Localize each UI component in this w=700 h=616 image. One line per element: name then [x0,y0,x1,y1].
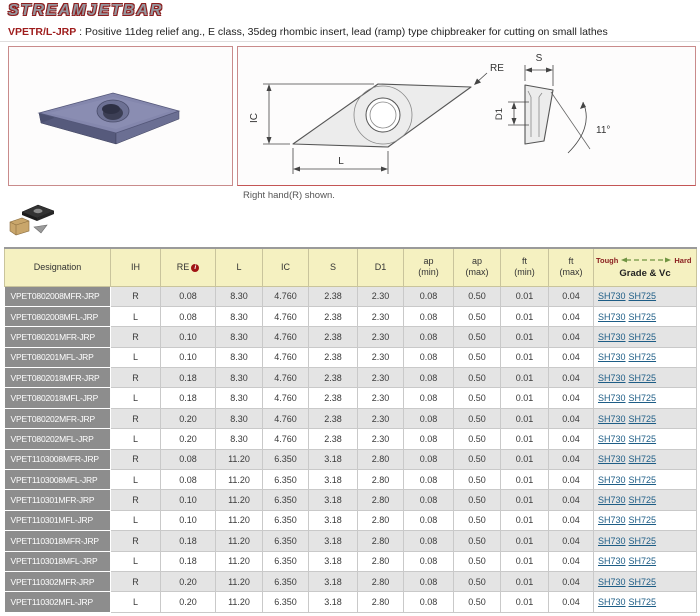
grade-link-sh730[interactable]: SH730 [598,495,626,506]
dimension-diagram-panel [237,46,696,186]
re-cell: 0.08 [161,306,216,326]
diagram-label-re: RE [490,63,504,74]
dimension-diagram [238,47,695,185]
grade-cell [594,327,697,347]
d1-cell: 2.30 [358,347,404,367]
grade-link-sh730[interactable]: SH730 [598,515,626,526]
s-cell: 2.38 [309,388,358,408]
product-thumbnails [8,202,60,247]
table-row [5,408,697,428]
ap-min-cell: 0.08 [404,327,454,347]
table-row [5,306,697,326]
ap-max-cell: 0.50 [454,571,501,591]
ft-min-cell: 0.01 [501,470,549,490]
re-cell: 0.08 [161,286,216,306]
ic-cell: 4.760 [263,429,309,449]
grade-link-sh725[interactable]: SH725 [628,393,657,404]
grade-cell [594,408,697,428]
ic-cell: 6.350 [263,551,309,571]
grade-link-sh730[interactable]: SH730 [598,576,626,587]
ap-max-cell: 0.50 [454,286,501,306]
ap-max-cell: 0.50 [454,531,501,551]
ih-cell: R [111,327,161,347]
s-cell: 3.18 [309,490,358,510]
diagram-label-l: L [338,156,344,167]
ap-max-cell: 0.50 [454,510,501,530]
ap-max-cell: 0.50 [454,592,501,612]
ft-max-cell: 0.04 [549,510,594,530]
ft-min-cell: 0.01 [501,571,549,591]
ap-min-cell: 0.08 [404,551,454,571]
table-row [5,571,697,591]
ic-cell: 4.760 [263,286,309,306]
d1-cell: 2.30 [358,388,404,408]
designation-cell: VPET1103008MFR-JRP [5,449,111,469]
grade-link-sh730[interactable]: SH730 [598,454,626,465]
re-cell: 0.18 [161,388,216,408]
ft-max-cell: 0.04 [549,490,594,510]
l-cell: 8.30 [216,388,263,408]
table-row [5,510,697,530]
l-cell: 11.20 [216,531,263,551]
box-thumb-icon [10,218,29,235]
s-cell: 3.18 [309,449,358,469]
col-header-ft-max: ft (max) [549,248,594,286]
col-header-re-label: RE [176,262,190,273]
col-header-ap-min: ap (min) [404,248,454,286]
l-cell: 11.20 [216,551,263,571]
designation-cell: VPET0802018MFR-JRP [5,368,111,388]
s-cell: 2.38 [309,408,358,428]
ic-cell: 6.350 [263,490,309,510]
designation-cell: VPET110301MFR-JRP [5,490,111,510]
series-description-line [8,26,608,38]
ap-min-cell: 0.08 [404,347,454,367]
grade-link-sh725[interactable]: SH725 [628,291,657,302]
ih-cell: L [111,510,161,530]
s-cell: 2.38 [309,286,358,306]
grade-link-sh725[interactable]: SH725 [628,495,657,506]
grade-link-sh730[interactable]: SH730 [598,413,626,424]
col-header-ap-max: ap (max) [454,248,501,286]
d1-cell: 2.80 [358,490,404,510]
grade-cell [594,470,697,490]
grade-link-sh730[interactable]: SH730 [598,535,626,546]
l-cell: 11.20 [216,592,263,612]
ih-cell: L [111,551,161,571]
ap-min-cell: 0.08 [404,470,454,490]
insert-photo-panel [8,46,233,186]
grade-link-sh725[interactable]: SH725 [628,433,657,444]
ft-max-cell: 0.04 [549,571,594,591]
d1-cell: 2.30 [358,306,404,326]
re-cell: 0.20 [161,408,216,428]
grade-link-sh730[interactable]: SH730 [598,393,626,404]
designation-cell: VPET0802018MFL-JRP [5,388,111,408]
ih-cell: R [111,408,161,428]
l-cell: 8.30 [216,286,263,306]
ap-min-cell: 0.08 [404,286,454,306]
ap-min-cell: 0.08 [404,449,454,469]
grade-link-sh725[interactable]: SH725 [628,372,657,383]
designation-cell: VPET1103018MFR-JRP [5,531,111,551]
ic-cell: 6.350 [263,571,309,591]
grade-cell [594,571,697,591]
table-header-row [5,248,697,286]
table-row [5,368,697,388]
re-cell: 0.10 [161,327,216,347]
grade-cell [594,449,697,469]
grade-link-sh725[interactable]: SH725 [628,413,657,424]
ft-min-cell: 0.01 [501,347,549,367]
tough-hard-arrow-icon [621,256,671,264]
grade-link-sh730[interactable]: SH730 [598,433,626,444]
grade-link-sh730[interactable]: SH730 [598,291,626,302]
ap-min-cell: 0.08 [404,490,454,510]
ih-cell: R [111,286,161,306]
ft-min-cell: 0.01 [501,551,549,571]
grade-link-sh730[interactable]: SH730 [598,352,626,363]
s-cell: 3.18 [309,551,358,571]
designation-cell: VPET080202MFL-JRP [5,429,111,449]
ic-cell: 6.350 [263,510,309,530]
col-header-ih: IH [111,248,161,286]
d1-cell: 2.30 [358,368,404,388]
ft-min-cell: 0.01 [501,306,549,326]
table-row [5,388,697,408]
col-header-ft-min: ft (min) [501,248,549,286]
s-cell: 2.38 [309,306,358,326]
l-cell: 11.20 [216,449,263,469]
re-cell: 0.18 [161,551,216,571]
ih-cell: L [111,429,161,449]
re-cell: 0.10 [161,490,216,510]
ic-cell: 4.760 [263,408,309,428]
ft-max-cell: 0.04 [549,408,594,428]
figure-caption: Right hand(R) shown. [243,190,335,201]
grade-cell [594,592,697,612]
ft-min-cell: 0.01 [501,388,549,408]
d1-cell: 2.80 [358,470,404,490]
designation-cell: VPET110302MFL-JRP [5,592,111,612]
ft-min-cell: 0.01 [501,449,549,469]
ft-min-cell: 0.01 [501,510,549,530]
designation-cell: VPET0802008MFR-JRP [5,286,111,306]
grade-link-sh725[interactable]: SH725 [628,331,657,342]
series-code: VPETR/L-JRP [8,26,77,38]
grade-vc-label: Grade & Vc [619,267,671,279]
l-cell: 8.30 [216,347,263,367]
ap-min-cell: 0.08 [404,368,454,388]
ft-min-cell: 0.01 [501,286,549,306]
l-cell: 11.20 [216,470,263,490]
ft-min-cell: 0.01 [501,368,549,388]
d1-cell: 2.30 [358,327,404,347]
ap-min-cell: 0.08 [404,571,454,591]
ih-cell: L [111,347,161,367]
grade-cell [594,347,697,367]
grade-cell [594,510,697,530]
ft-max-cell: 0.04 [549,429,594,449]
designation-cell: VPET1103018MFL-JRP [5,551,111,571]
ap-max-cell: 0.50 [454,408,501,428]
designation-cell: VPET110302MFR-JRP [5,571,111,591]
s-cell: 3.18 [309,531,358,551]
re-cell: 0.18 [161,531,216,551]
s-cell: 3.18 [309,592,358,612]
d1-cell: 2.30 [358,429,404,449]
d1-cell: 2.30 [358,408,404,428]
ft-min-cell: 0.01 [501,490,549,510]
designation-cell: VPET080202MFR-JRP [5,408,111,428]
divider-line [0,41,700,42]
designation-cell: VPET0802008MFL-JRP [5,306,111,326]
ft-max-cell: 0.04 [549,327,594,347]
re-cell: 0.20 [161,429,216,449]
col-header-d1: D1 [358,248,404,286]
grade-cell [594,551,697,571]
col-header-s: S [309,248,358,286]
ft-min-cell: 0.01 [501,408,549,428]
table-row [5,592,697,612]
ap-max-cell: 0.50 [454,306,501,326]
ft-max-cell: 0.04 [549,388,594,408]
grade-cell [594,429,697,449]
ft-max-cell: 0.04 [549,531,594,551]
d1-cell: 2.30 [358,286,404,306]
l-cell: 8.30 [216,408,263,428]
col-header-re [161,248,216,286]
ap-max-cell: 0.50 [454,551,501,571]
l-cell: 11.20 [216,510,263,530]
ih-cell: R [111,531,161,551]
d1-cell: 2.80 [358,571,404,591]
ic-cell: 6.350 [263,531,309,551]
grade-link-sh725[interactable]: SH725 [628,311,657,322]
grade-link-sh725[interactable]: SH725 [628,535,657,546]
re-cell: 0.20 [161,571,216,591]
designation-cell: VPET1103008MFL-JRP [5,470,111,490]
ap-min-cell: 0.08 [404,531,454,551]
ap-min-cell: 0.08 [404,388,454,408]
tough-label: Tough [596,255,619,265]
ft-max-cell: 0.04 [549,592,594,612]
d1-cell: 2.80 [358,531,404,551]
grade-cell [594,368,697,388]
spec-table [4,247,697,613]
ap-max-cell: 0.50 [454,490,501,510]
col-header-designation: Designation [5,248,111,286]
ft-max-cell: 0.04 [549,306,594,326]
triangle-thumb-icon [34,225,47,233]
d1-cell: 2.80 [358,449,404,469]
l-cell: 8.30 [216,368,263,388]
grade-link-sh725[interactable]: SH725 [628,352,657,363]
d1-cell: 2.80 [358,510,404,530]
re-cell: 0.10 [161,510,216,530]
ap-max-cell: 0.50 [454,449,501,469]
grade-cell [594,286,697,306]
designation-cell: VPET110301MFL-JRP [5,510,111,530]
ft-max-cell: 0.04 [549,470,594,490]
grade-link-sh730[interactable]: SH730 [598,372,626,383]
s-cell: 2.38 [309,368,358,388]
table-row [5,429,697,449]
ic-cell: 4.760 [263,388,309,408]
re-cell: 0.18 [161,368,216,388]
table-row [5,286,697,306]
ih-cell: R [111,571,161,591]
table-row [5,531,697,551]
l-cell: 11.20 [216,490,263,510]
insert-3d-image [9,47,232,185]
grade-link-sh725[interactable]: SH725 [628,515,657,526]
ap-min-cell: 0.08 [404,306,454,326]
grade-link-sh725[interactable]: SH725 [628,597,657,608]
brand-logo: STREAMJETBAR [8,2,164,19]
re-cell: 0.10 [161,347,216,367]
ft-max-cell: 0.04 [549,449,594,469]
ih-cell: R [111,368,161,388]
info-icon[interactable]: i [191,264,199,272]
col-header-ic: IC [263,248,309,286]
ic-cell: 4.760 [263,306,309,326]
table-row [5,551,697,571]
insert-thumbnails-image [8,202,60,242]
grade-link-sh730[interactable]: SH730 [598,331,626,342]
ic-cell: 6.350 [263,592,309,612]
designation-cell: VPET080201MFL-JRP [5,347,111,367]
l-cell: 11.20 [216,571,263,591]
grade-link-sh730[interactable]: SH730 [598,311,626,322]
grade-cell [594,531,697,551]
s-cell: 3.18 [309,470,358,490]
ap-max-cell: 0.50 [454,347,501,367]
grade-cell [594,388,697,408]
grade-cell [594,306,697,326]
ap-max-cell: 0.50 [454,368,501,388]
diagram-label-s: S [535,53,543,64]
re-cell: 0.08 [161,470,216,490]
ft-max-cell: 0.04 [549,347,594,367]
re-cell: 0.20 [161,592,216,612]
ft-min-cell: 0.01 [501,592,549,612]
ft-min-cell: 0.01 [501,429,549,449]
col-header-l: L [216,248,263,286]
s-cell: 2.38 [309,347,358,367]
ap-min-cell: 0.08 [404,510,454,530]
table-row [5,490,697,510]
grade-link-sh725[interactable]: SH725 [628,556,657,567]
s-cell: 2.38 [309,327,358,347]
grade-link-sh725[interactable]: SH725 [628,474,657,485]
ft-max-cell: 0.04 [549,286,594,306]
re-cell: 0.08 [161,449,216,469]
col-header-grade [594,248,697,286]
ih-cell: L [111,388,161,408]
table-row [5,347,697,367]
ap-max-cell: 0.50 [454,388,501,408]
ic-cell: 4.760 [263,347,309,367]
l-cell: 8.30 [216,327,263,347]
ih-cell: L [111,306,161,326]
grade-link-sh725[interactable]: SH725 [628,454,657,465]
grade-link-sh730[interactable]: SH730 [598,597,626,608]
grade-link-sh730[interactable]: SH730 [598,556,626,567]
s-cell: 3.18 [309,571,358,591]
ap-max-cell: 0.50 [454,470,501,490]
l-cell: 8.30 [216,306,263,326]
ic-cell: 4.760 [263,368,309,388]
ft-min-cell: 0.01 [501,327,549,347]
ap-min-cell: 0.08 [404,408,454,428]
l-cell: 8.30 [216,429,263,449]
ap-min-cell: 0.08 [404,592,454,612]
ih-cell: R [111,490,161,510]
tough-hard-scale [596,256,694,265]
series-description-text: : Positive 11deg relief ang., E class, 35deg rhombic insert, lead (ramp) type chipbreaker for cutting on small lathes [76,26,608,38]
ih-cell: R [111,449,161,469]
diagram-label-ic: IC [249,113,260,123]
diagram-label-d1: D1 [494,107,505,121]
hard-label: Hard [674,255,692,265]
ft-min-cell: 0.01 [501,531,549,551]
grade-link-sh730[interactable]: SH730 [598,474,626,485]
ih-cell: L [111,470,161,490]
designation-cell: VPET080201MFR-JRP [5,327,111,347]
ic-cell: 6.350 [263,470,309,490]
ic-cell: 4.760 [263,327,309,347]
table-row [5,327,697,347]
ih-cell: L [111,592,161,612]
ap-max-cell: 0.50 [454,429,501,449]
d1-cell: 2.80 [358,592,404,612]
ft-max-cell: 0.04 [549,551,594,571]
s-cell: 3.18 [309,510,358,530]
ic-cell: 6.350 [263,449,309,469]
diagram-label-angle: 11° [596,125,611,136]
table-row [5,470,697,490]
grade-cell [594,490,697,510]
table-row [5,449,697,469]
s-cell: 2.38 [309,429,358,449]
ft-max-cell: 0.04 [549,368,594,388]
ap-min-cell: 0.08 [404,429,454,449]
d1-cell: 2.80 [358,551,404,571]
ap-max-cell: 0.50 [454,327,501,347]
grade-link-sh725[interactable]: SH725 [628,576,657,587]
